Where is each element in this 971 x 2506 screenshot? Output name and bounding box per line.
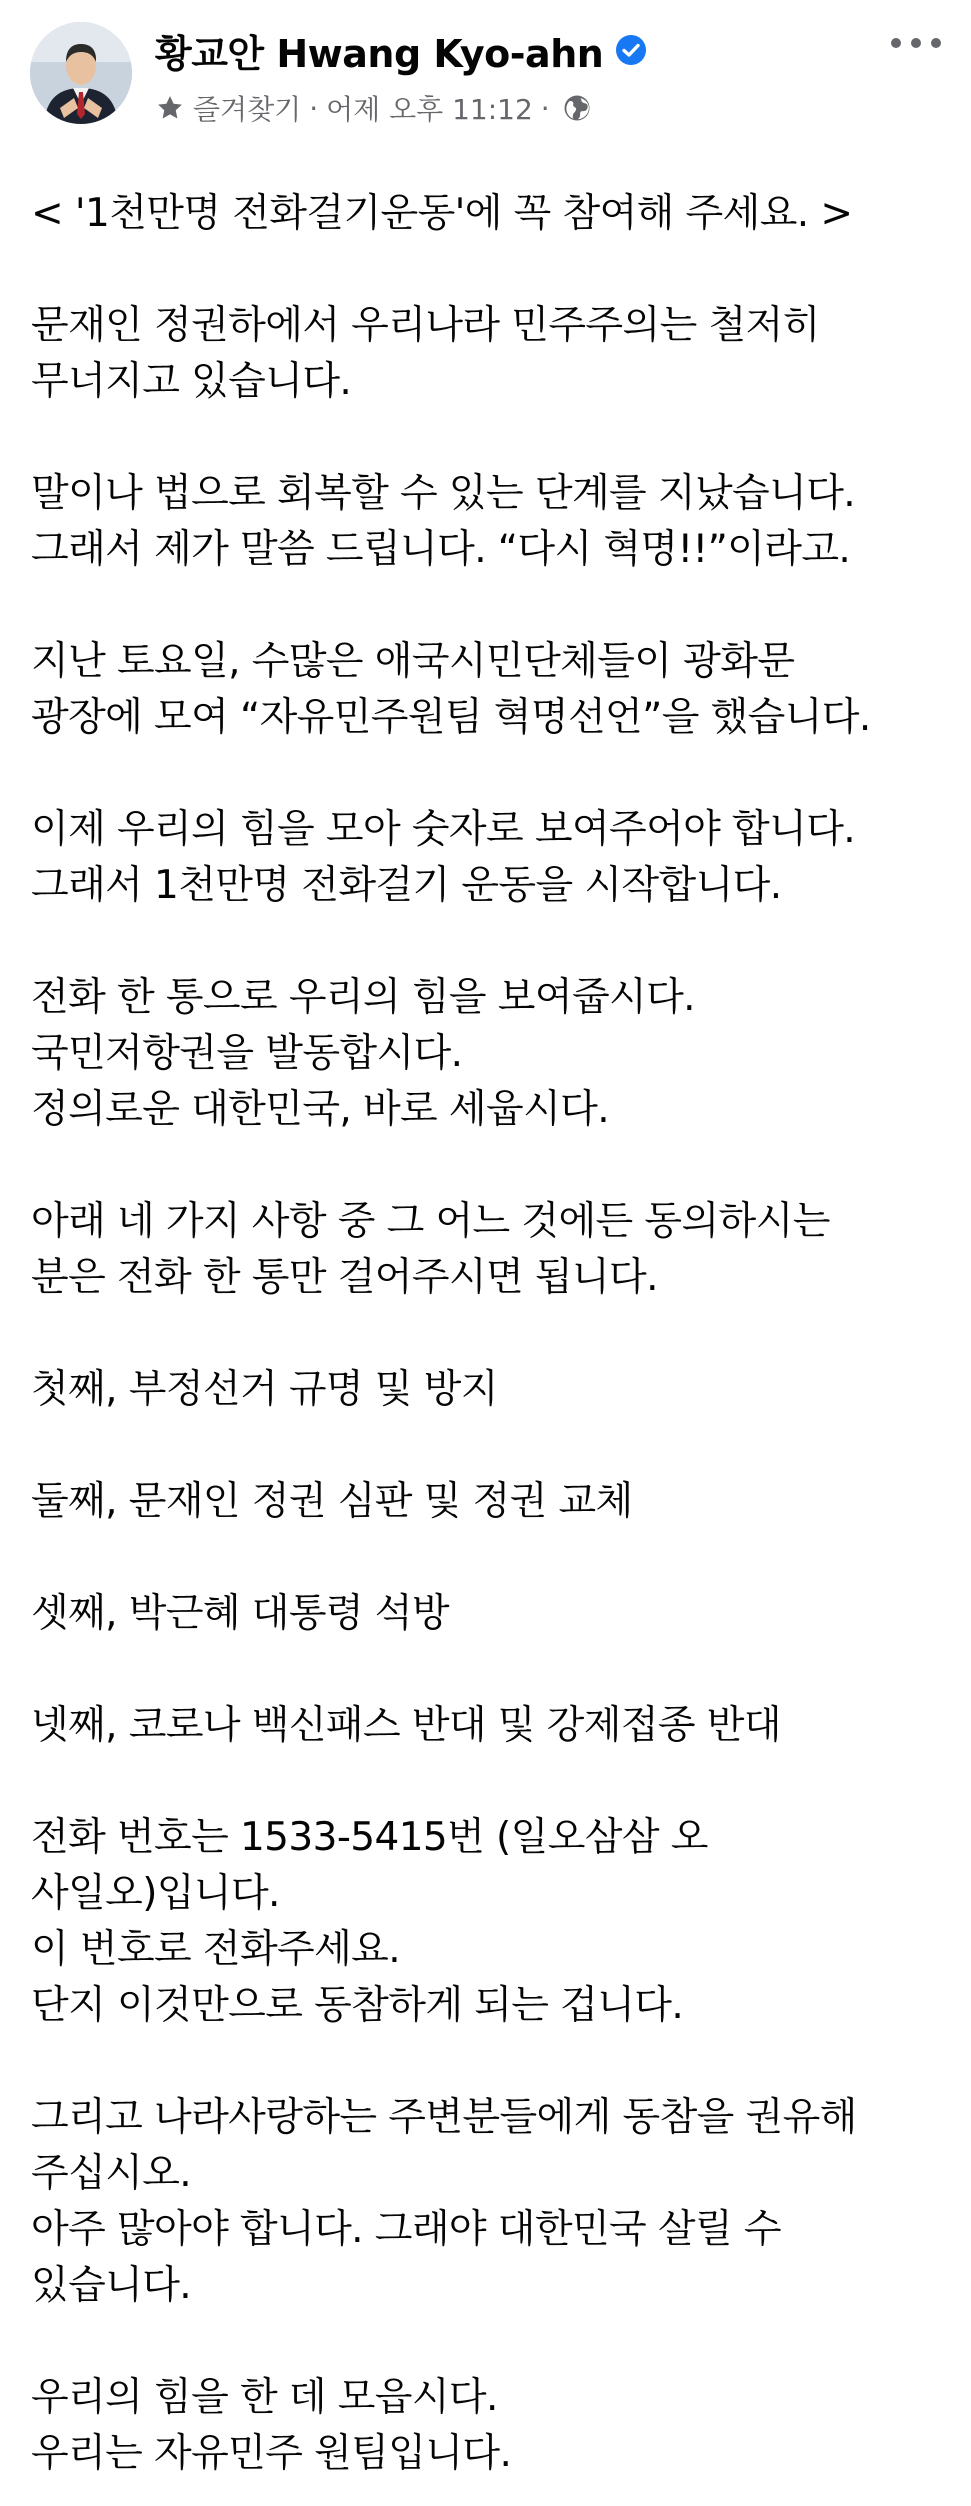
post-meta [155,88,592,128]
post-paragraph [31,1474,961,1530]
post-paragraph [31,1698,961,1754]
post-text-line: 둘째, 문재인 정권 심판 및 정권 교체 [31,1479,633,1524]
post-paragraph [31,634,961,746]
post-text-line: 전화 번호는 1533-5415번 (일오삼삼 오 [31,1815,708,1860]
post-text-line: 셋째, 박근혜 대통령 석방 [31,1591,449,1636]
meta-separator: · [309,91,319,125]
post-text-line: 넷째, 코로나 백신패스 반대 및 강제접종 반대 [31,1703,781,1748]
post-text-line: 주십시오. [31,2151,192,2196]
more-options-button[interactable] [891,28,941,58]
post-text-line: 문재인 정권하에서 우리나라 민주주의는 철저히 [31,303,820,348]
post-text-line: 그래서 제가 말씀 드립니다. “다시 혁명!!”이라고. [31,527,851,572]
post-body [31,186,961,2482]
post-text-line: 사일오)입니다. [31,1871,280,1916]
post-text-line: 광장에 모여 “자유민주원팀 혁명선언”을 했습니다. [31,695,871,740]
verified-badge-icon [615,34,647,66]
favorites-label[interactable]: 즐겨찾기 [193,93,302,126]
post-paragraph [31,2370,961,2482]
meta-separator: · [540,91,550,125]
more-dot-icon [891,38,901,48]
post-text-line: 분은 전화 한 통만 걸어주시면 됩니다. [31,1255,658,1300]
post-paragraph [31,1586,961,1642]
post-paragraph [31,1810,961,2034]
post-text-line: 그래서 1천만명 전화걸기 운동을 시작합니다. [31,863,782,908]
post-text-line: 아주 많아야 합니다. 그래야 대한민국 살릴 수 [31,2207,781,2252]
post-text-line: < '1천만명 전화걸기운동'에 꼭 참여해 주세요. > [31,191,853,236]
post-text-line: 첫째, 부정선거 규명 및 방지 [31,1367,498,1412]
post-text-line: 아래 네 가지 사항 중 그 어느 것에든 동의하시는 [31,1199,830,1244]
post-timestamp[interactable]: 어제 오후 11:12 [326,93,533,126]
post-paragraph [31,186,961,242]
post-text-line: 전화 한 통으로 우리의 힘을 보여줍시다. [31,975,695,1020]
more-dot-icon [931,38,941,48]
post-text-line: 지난 토요일, 수많은 애국시민단체들이 광화문 [31,639,795,684]
post-text-line: 우리의 힘을 한 데 모읍시다. [31,2375,498,2420]
post-paragraph [31,802,961,914]
post-text-line: 우리는 자유민주 원팀입니다. [31,2431,512,2476]
post-paragraph [31,1194,961,1306]
author-name[interactable]: 황교안 Hwang Kyo-ahn [155,31,604,76]
post-text-line: 이 번호로 전화주세요. [31,1927,401,1972]
post-text-line: 무너지고 있습니다. [31,359,352,404]
avatar-image [30,22,132,124]
post-paragraph [31,2090,961,2314]
post-text-line: 그리고 나라사랑하는 주변분들에게 동참을 권유해 [31,2095,857,2140]
post-paragraph [31,970,961,1138]
post-text-line: 정의로운 대한민국, 바로 세웁시다. [31,1087,610,1132]
post-text-line: 단지 이것만으로 동참하게 되는 겁니다. [31,1983,684,2028]
post-text-line: 국민저항권을 발동합시다. [31,1031,463,1076]
more-dot-icon [911,38,921,48]
post-paragraph [31,298,961,410]
globe-icon[interactable] [562,93,592,123]
post-header [0,0,971,150]
post-paragraph [31,1362,961,1418]
post-text-line: 이제 우리의 힘을 모아 숫자로 보여주어야 합니다. [31,807,856,852]
post-text-line: 있습니다. [31,2263,192,2308]
avatar[interactable] [30,22,132,124]
post-text-line: 말이나 법으로 회복할 수 있는 단계를 지났습니다. [31,471,856,516]
author-row [155,22,647,78]
star-icon [155,93,185,123]
post-paragraph [31,466,961,578]
